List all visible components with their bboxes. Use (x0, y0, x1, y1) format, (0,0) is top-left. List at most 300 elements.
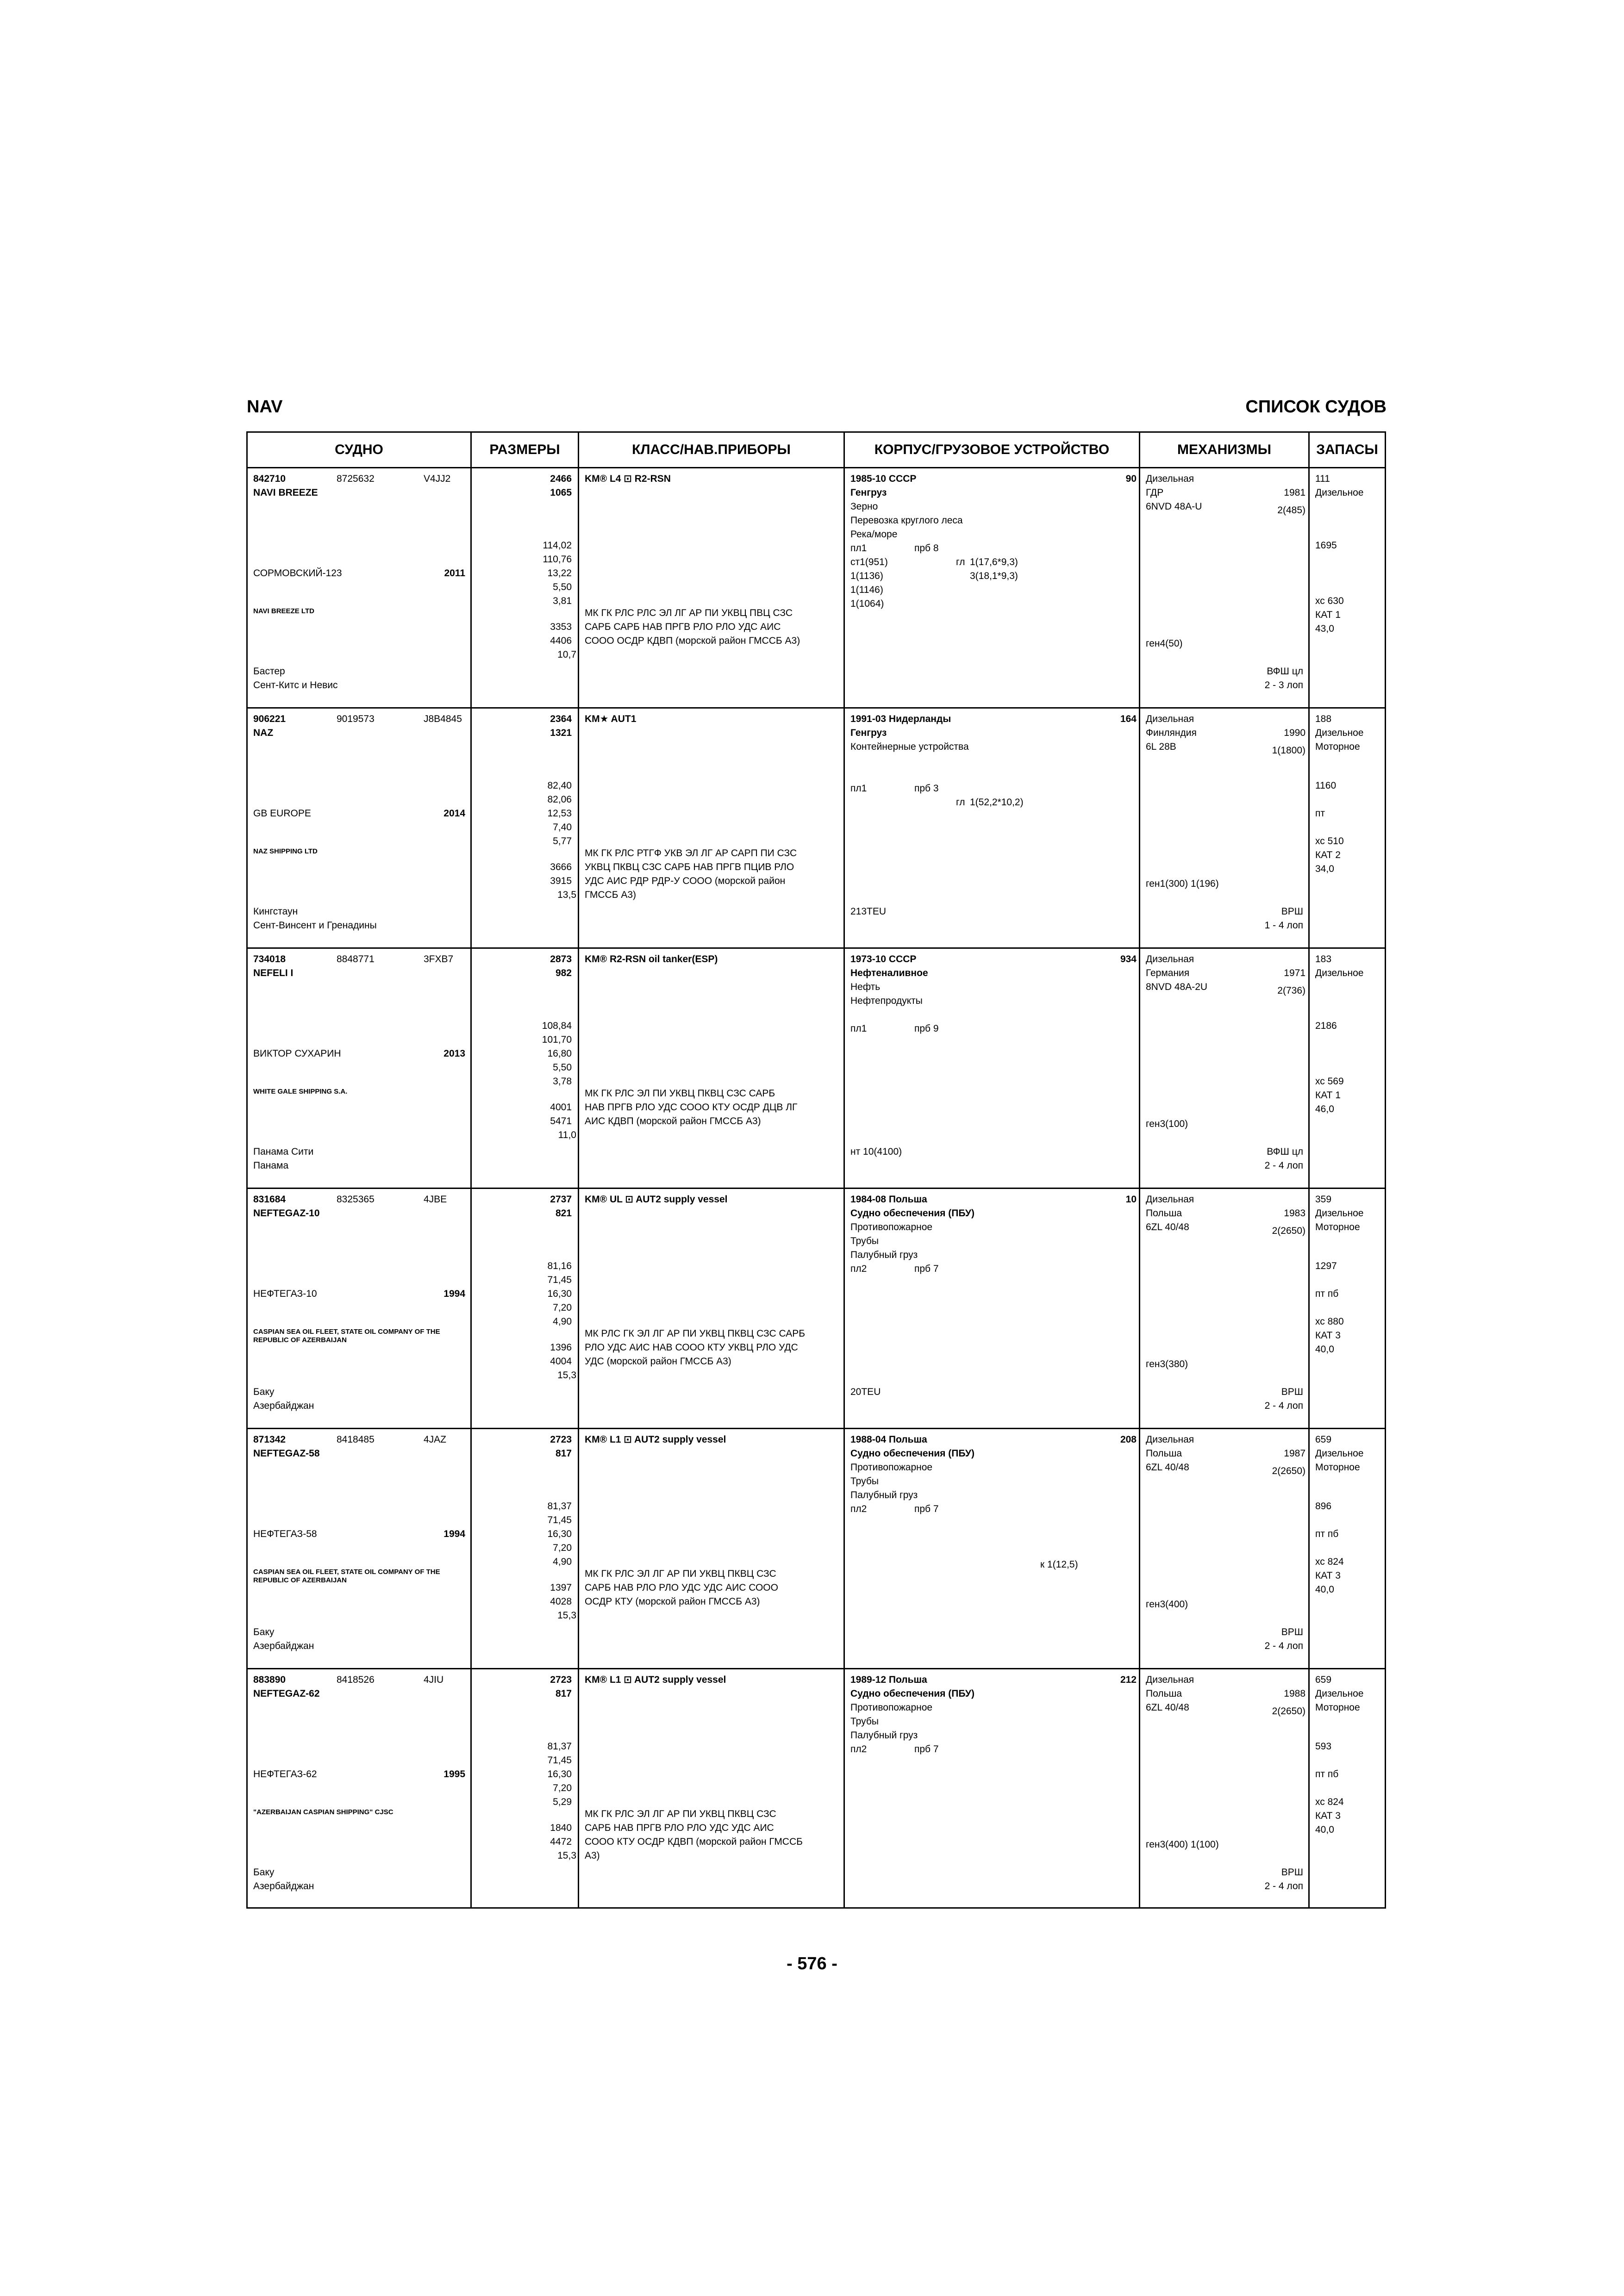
generators: ген3(400) 1(100) (1146, 1839, 1219, 1850)
hull-line: пл2 (850, 1504, 867, 1514)
header-divider (1139, 433, 1140, 467)
dimension-value: 5471 (550, 1116, 572, 1126)
hull-line: Перевозка круглого леса (850, 515, 963, 526)
name-year: 1995 (443, 1769, 465, 1780)
former-name: НЕФТЕГАЗ-58 (253, 1529, 317, 1539)
stores-value: 188 (1315, 714, 1332, 724)
stores-value: 2186 (1315, 1020, 1337, 1031)
call-sign: 4JIU (424, 1674, 444, 1685)
engine-power: 2(736) (1277, 985, 1305, 996)
hull-line: пл2 (850, 1263, 867, 1274)
table-header (248, 433, 1385, 468)
dimension-value: 101,70 (542, 1034, 572, 1045)
call-sign: 3FXB7 (424, 954, 454, 964)
stores-value: 43,0 (1315, 623, 1334, 634)
stores-value: 34,0 (1315, 864, 1334, 874)
dimension-value: 817 (555, 1448, 572, 1459)
dimension-value: 4001 (550, 1102, 572, 1113)
stores-value: хс 569 (1315, 1076, 1344, 1087)
engine-year: 1983 (1284, 1208, 1305, 1219)
reg-number: 906221 (253, 714, 286, 724)
col-header-vessel: СУДНО (335, 442, 383, 457)
stores-value: 593 (1315, 1741, 1332, 1752)
engine-power: 2(2650) (1272, 1226, 1305, 1236)
dimension-value: 1397 (550, 1582, 572, 1593)
stores-value: хс 880 (1315, 1316, 1344, 1327)
stores-value: 359 (1315, 1194, 1332, 1205)
class-notation: KM★ AUT1 (585, 714, 637, 724)
dimension-value: 2737 (550, 1194, 572, 1205)
vessel-name: NAZ (253, 728, 274, 738)
flag-state: Сент-Китс и Невис (253, 680, 338, 691)
build-info: 1985-10 СССР (850, 473, 917, 484)
stores-value: 659 (1315, 1434, 1332, 1445)
propeller-type: ВФШ цл (1267, 1146, 1303, 1157)
dimension-value: 15,3 (557, 1850, 576, 1861)
propeller-type: ВРШ (1281, 1867, 1303, 1878)
header-right-title: СПИСОК СУДОВ (1245, 397, 1387, 417)
nav-equipment-line: РЛО УДС АИС НАВ СООО КТУ УКВЦ РЛО УДС (585, 1342, 798, 1353)
stores-value: 46,0 (1315, 1104, 1334, 1114)
hull-line: Трубы (850, 1476, 879, 1487)
hull-line: Контейнерные устройства (850, 741, 969, 752)
hull-line: Зерно (850, 501, 878, 512)
stores-value: Моторное (1315, 1702, 1360, 1713)
generators: ген4(50) (1146, 638, 1183, 649)
nav-equipment-line: МК ГК РЛС ЭЛ ПИ УКВЦ ПКВЦ СЗС САРБ (585, 1088, 775, 1099)
vessel-record (248, 1669, 1385, 1910)
imo-number: 8725632 (337, 473, 375, 484)
stores-value: 183 (1315, 954, 1332, 964)
stores-value: 659 (1315, 1674, 1332, 1685)
former-name: GB EUROPE (253, 808, 311, 819)
stores-value: пт пб (1315, 1288, 1339, 1299)
propeller-blades: 2 - 4 лоп (1264, 1160, 1303, 1171)
call-sign: J8B4845 (424, 714, 462, 724)
dimension-value: 5,50 (553, 1062, 572, 1073)
imo-number: 8418526 (337, 1674, 375, 1685)
stores-value: 40,0 (1315, 1344, 1334, 1355)
dimension-value: 110,76 (543, 554, 572, 565)
dimension-value: 7,20 (553, 1302, 572, 1313)
col-header-hull: КОРПУС/ГРУЗОВОЕ УСТРОЙСТВО (874, 442, 1110, 457)
dimension-value: 71,45 (547, 1515, 572, 1525)
dimension-value: 7,20 (553, 1783, 572, 1793)
hull-line: Противопожарное (850, 1462, 933, 1473)
hull-line: Генгруз (850, 728, 887, 738)
col-header-stores: ЗАПАСЫ (1316, 442, 1378, 457)
nav-equipment-line: САРБ НАВ РЛО РЛО УДС УДС АИС СООО (585, 1582, 778, 1593)
engine-type: Дизельная (1146, 954, 1194, 964)
call-sign: 4JAZ (424, 1434, 447, 1445)
former-name: ВИКТОР СУХАРИН (253, 1048, 341, 1059)
former-name: НЕФТЕГАЗ-62 (253, 1769, 317, 1780)
hull-detail: прб 7 (914, 1744, 939, 1755)
build-number: 10 (1125, 1194, 1137, 1205)
vessel-record (248, 709, 1385, 949)
hull-line: 1(1146) (850, 585, 883, 595)
owner-name: NAZ SHIPPING LTD (253, 847, 318, 855)
flag-state: Азербайджан (253, 1641, 314, 1651)
hull-line: Палубный груз (850, 1490, 918, 1500)
generators: ген3(100) (1146, 1119, 1188, 1129)
reg-number: 842710 (253, 473, 286, 484)
engine-country: Польша (1146, 1448, 1182, 1459)
hull-line: Противопожарное (850, 1222, 933, 1232)
dimension-value: 821 (555, 1208, 572, 1219)
hull-line: 1(1064) (850, 598, 884, 609)
column-divider (470, 467, 472, 1907)
engine-country: Германия (1146, 968, 1190, 978)
hull-line: Судно обеспечения (ПБУ) (850, 1448, 974, 1459)
stores-value: 1695 (1315, 540, 1337, 551)
former-name: НЕФТЕГАЗ-10 (253, 1288, 317, 1299)
dimension-value: 1840 (550, 1823, 572, 1833)
engine-model: 6ZL 40/48 (1146, 1462, 1189, 1473)
dimension-value: 81,37 (547, 1741, 572, 1752)
header-divider (843, 433, 845, 467)
flag-state: Азербайджан (253, 1400, 314, 1411)
col-header-dimensions: РАЗМЕРЫ (489, 442, 560, 457)
dimension-value: 15,3 (557, 1610, 576, 1621)
dimension-value: 3666 (550, 862, 572, 872)
build-info: 1989-12 Польша (850, 1674, 927, 1685)
dimension-value: 4472 (550, 1836, 572, 1847)
column-divider (578, 467, 579, 1907)
hull-line: 1(1136) (850, 571, 883, 581)
stores-value: КАТ 1 (1315, 610, 1341, 620)
build-info: 1973-10 СССР (850, 954, 917, 964)
column-divider (1308, 467, 1310, 1907)
call-sign: 4JBE (424, 1194, 447, 1205)
hull-line: пл1 (850, 543, 867, 554)
engine-power: 1(1800) (1272, 745, 1305, 756)
engine-power: 2(2650) (1272, 1706, 1305, 1717)
dimension-value: 15,3 (557, 1370, 576, 1381)
vessel-name: NEFELI I (253, 968, 294, 978)
header-left-title: NAV (247, 397, 283, 417)
engine-country: Финляндия (1146, 728, 1197, 738)
vessel-name: NEFTEGAZ-62 (253, 1688, 320, 1699)
nav-equipment-line: СООО ОСДР КДВП (морской район ГМССБ А3) (585, 635, 800, 646)
build-info: 1988-04 Польша (850, 1434, 927, 1445)
dimension-value: 16,30 (547, 1288, 572, 1299)
dimension-value: 82,40 (547, 780, 572, 791)
dimension-value: 108,84 (542, 1020, 572, 1031)
imo-number: 8848771 (337, 954, 375, 964)
hull-line: Трубы (850, 1236, 879, 1246)
nav-equipment-line: МК ГК РЛС ЭЛ ЛГ АР ПИ УКВЦ ПКВЦ СЗС (585, 1568, 776, 1579)
nav-equipment-line: НАВ ПРГВ РЛО УДС СООО КТУ ОСДР ДЦВ ЛГ (585, 1102, 798, 1113)
port-of-registry: Кингстаун (253, 906, 298, 917)
name-year: 1994 (443, 1529, 465, 1539)
column-divider (1139, 467, 1140, 1907)
engine-year: 1981 (1284, 487, 1305, 498)
dimension-value: 82,06 (547, 794, 572, 805)
stores-value: хс 510 (1315, 836, 1344, 846)
reg-number: 883890 (253, 1674, 286, 1685)
stores-value: Моторное (1315, 1462, 1360, 1473)
nav-equipment-line: МК РЛС ГК ЭЛ ЛГ АР ПИ УКВЦ ПКВЦ СЗС САРБ (585, 1328, 806, 1339)
build-info: 1991-03 Нидерланды (850, 714, 951, 724)
stores-value: 40,0 (1315, 1824, 1334, 1835)
stores-value: 896 (1315, 1501, 1332, 1512)
stores-value: Дизельное (1315, 728, 1364, 738)
stores-value: Моторное (1315, 1222, 1360, 1232)
nav-equipment-line: СООО КТУ ОСДР КДВП (морской район ГМССБ (585, 1836, 803, 1847)
dimension-value: 2466 (550, 473, 572, 484)
propeller-blades: 2 - 4 лоп (1264, 1641, 1303, 1651)
class-notation: KM® L1 ⊡ AUT2 supply vessel (585, 1674, 726, 1685)
propeller-blades: 2 - 3 лоп (1264, 680, 1303, 691)
dimension-value: 13,5 (557, 890, 576, 900)
owner-name: WHITE GALE SHIPPING S.A. (253, 1088, 348, 1095)
generators: ген1(300) 1(196) (1146, 878, 1219, 889)
generators: ген3(380) (1146, 1359, 1188, 1369)
stores-value: 1160 (1315, 780, 1337, 791)
engine-type: Дизельная (1146, 1434, 1194, 1445)
dimension-value: 16,80 (547, 1048, 572, 1059)
owner-name: "AZERBAIJAN CASPIAN SHIPPING" CJSC (253, 1808, 394, 1816)
hull-detail: прб 9 (914, 1023, 939, 1034)
col-header-class: КЛАСС/НАВ.ПРИБОРЫ (632, 442, 791, 457)
hull-detail: прб 3 (914, 783, 939, 794)
build-number: 90 (1125, 473, 1137, 484)
dimension-value: 4,90 (553, 1316, 572, 1327)
stores-value: КАТ 3 (1315, 1570, 1341, 1581)
hull-line: Нефть (850, 982, 881, 992)
engine-power: 2(485) (1277, 505, 1305, 516)
propeller-type: ВФШ цл (1267, 666, 1303, 677)
dimension-value: 2364 (550, 714, 572, 724)
stores-value: Дизельное (1315, 1688, 1364, 1699)
engine-model: 6L 28B (1146, 741, 1176, 752)
hull-line: Река/море (850, 529, 898, 540)
dimension-value: 817 (555, 1688, 572, 1699)
flag-state: Панама (253, 1160, 289, 1171)
generators: ген3(400) (1146, 1599, 1188, 1610)
dimension-value: 2723 (550, 1434, 572, 1445)
engine-country: Польша (1146, 1688, 1182, 1699)
build-number: 208 (1120, 1434, 1137, 1445)
dimension-value: 16,30 (547, 1769, 572, 1780)
port-of-registry: Баку (253, 1387, 275, 1397)
stores-value: КАТ 3 (1315, 1330, 1341, 1341)
dimension-value: 71,45 (547, 1275, 572, 1285)
reg-number: 734018 (253, 954, 286, 964)
dimension-value: 1321 (550, 728, 572, 738)
nav-equipment-line: МК ГК РЛС ЭЛ ЛГ АР ПИ УКВЦ ПКВЦ СЗС (585, 1809, 776, 1819)
engine-type: Дизельная (1146, 714, 1194, 724)
stores-value: Дизельное (1315, 1448, 1364, 1459)
engine-type: Дизельная (1146, 1194, 1194, 1205)
dimension-value: 11,0 (558, 1130, 576, 1140)
owner-name: NAVI BREEZE LTD (253, 607, 314, 615)
hull-line: Противопожарное (850, 1702, 933, 1713)
header-divider (1308, 433, 1310, 467)
stores-value: пт (1315, 808, 1325, 819)
name-year: 2013 (443, 1048, 465, 1059)
call-sign: V4JJ2 (424, 473, 451, 484)
engine-model: 6ZL 40/48 (1146, 1222, 1189, 1232)
dimension-value: 16,30 (547, 1529, 572, 1539)
hull-line: Судно обеспечения (ПБУ) (850, 1208, 974, 1219)
port-of-registry: Баку (253, 1867, 275, 1878)
nav-equipment-line: ОСДР КТУ (морской район ГМССБ А3) (585, 1596, 760, 1607)
reg-number: 831684 (253, 1194, 286, 1205)
stores-value: 40,0 (1315, 1584, 1334, 1595)
flag-state: Азербайджан (253, 1881, 314, 1892)
engine-model: 6ZL 40/48 (1146, 1702, 1189, 1713)
nav-equipment-line: ГМССБ А3) (585, 890, 637, 900)
propeller-blades: 2 - 4 лоп (1264, 1881, 1303, 1892)
col-header-engines: МЕХАНИЗМЫ (1177, 442, 1272, 457)
engine-year: 1990 (1284, 728, 1305, 738)
dimension-value: 1396 (550, 1342, 572, 1353)
dimension-value: 114,02 (543, 540, 572, 551)
vessel-name: NEFTEGAZ-10 (253, 1208, 320, 1219)
dimension-value: 12,53 (547, 808, 572, 819)
nav-equipment-line: УКВЦ ПКВЦ СЗС САРБ НАВ ПРГВ ПЦИВ РЛО (585, 862, 794, 872)
hull-line: Судно обеспечения (ПБУ) (850, 1688, 974, 1699)
hull-line: пл1 (850, 783, 867, 794)
engine-type: Дизельная (1146, 473, 1194, 484)
nav-equipment-line: А3) (585, 1850, 600, 1861)
propeller-blades: 1 - 4 лоп (1264, 920, 1303, 931)
dimension-value: 3353 (550, 622, 572, 632)
class-notation: KM® R2-RSN oil tanker(ESP) (585, 954, 718, 964)
hull-line: Палубный груз (850, 1250, 918, 1260)
header-divider (470, 433, 472, 467)
build-number: 212 (1120, 1674, 1137, 1685)
propeller-type: ВРШ (1281, 906, 1303, 917)
nav-equipment-line: МК ГК РЛС РЛС ЭЛ ЛГ АР ПИ УКВЦ ПВЦ СЗС (585, 608, 793, 618)
port-of-registry: Панама Сити (253, 1146, 314, 1157)
former-name: СОРМОВСКИЙ-123 (253, 568, 342, 579)
class-notation: KM® UL ⊡ AUT2 supply vessel (585, 1194, 728, 1205)
page-number: - 576 - (787, 1954, 837, 1973)
vessel-name: NAVI BREEZE (253, 487, 318, 498)
hull-detail: гл (956, 797, 965, 808)
hull-detail: прб 8 (914, 543, 939, 554)
class-notation: KM® L4 ⊡ R2-RSN (585, 473, 671, 484)
imo-number: 9019573 (337, 714, 375, 724)
dimension-value: 4,90 (553, 1556, 572, 1567)
hull-detail: прб 7 (914, 1504, 939, 1514)
stores-value: пт пб (1315, 1529, 1339, 1539)
dimension-value: 13,22 (547, 568, 572, 579)
dimension-value: 2723 (550, 1674, 572, 1685)
dimension-value: 81,37 (547, 1501, 572, 1512)
build-number: 934 (1120, 954, 1137, 964)
vessel-record (248, 468, 1385, 709)
port-of-registry: Баку (253, 1627, 275, 1637)
dimension-value: 71,45 (547, 1755, 572, 1766)
propeller-blades: 2 - 4 лоп (1264, 1400, 1303, 1411)
imo-number: 8418485 (337, 1434, 375, 1445)
hull-line: Генгруз (850, 487, 887, 498)
vessel-name: NEFTEGAZ-58 (253, 1448, 320, 1459)
vessel-table (246, 431, 1386, 1909)
dimension-value: 10,7 (557, 649, 576, 660)
port-of-registry: Бастер (253, 666, 285, 677)
hull-line: ст1(951) (850, 557, 888, 567)
engine-year: 1987 (1284, 1448, 1305, 1459)
hull-detail: 3(18,1*9,3) (970, 571, 1018, 581)
nav-equipment-line: САРБ САРБ НАВ ПРГВ РЛО РЛО УДС АИС (585, 622, 781, 632)
teu-capacity: 213TEU (850, 906, 887, 917)
imo-number: 8325365 (337, 1194, 375, 1205)
dimension-value: 3915 (550, 876, 572, 886)
engine-country: ГДР (1146, 487, 1164, 498)
dimension-value: 3,81 (553, 596, 572, 606)
hull-detail: к 1(12,5) (1040, 1559, 1078, 1570)
dimension-value: 7,40 (553, 822, 572, 833)
nav-equipment-line: АИС КДВП (морской район ГМССБ А3) (585, 1116, 761, 1126)
header-divider (578, 433, 579, 467)
hull-line: пл2 (850, 1744, 867, 1755)
hull-line: Нефтепродукты (850, 996, 923, 1006)
engine-type: Дизельная (1146, 1674, 1194, 1685)
engine-year: 1971 (1284, 968, 1305, 978)
teu-capacity: нт 10(4100) (850, 1146, 902, 1157)
vessel-record (248, 1429, 1385, 1669)
nav-equipment-line: УДС (морской район ГМССБ А3) (585, 1356, 731, 1367)
dimension-value: 5,29 (553, 1797, 572, 1807)
nav-equipment-line: САРБ НАВ ПРГВ РЛО РЛО УДС УДС АИС (585, 1823, 774, 1833)
teu-capacity: 20TEU (850, 1387, 881, 1397)
dimension-value: 2873 (550, 954, 572, 964)
owner-name: CASPIAN SEA OIL FLEET, STATE OIL COMPANY OF THE REPUBLIC OF AZERBAIJAN (253, 1328, 440, 1344)
dimension-value: 1065 (550, 487, 572, 498)
stores-value: Дизельное (1315, 1208, 1364, 1219)
name-year: 2011 (444, 568, 465, 579)
engine-country: Польша (1146, 1208, 1182, 1219)
propeller-type: ВРШ (1281, 1627, 1303, 1637)
dimension-value: 7,20 (553, 1543, 572, 1553)
hull-detail: прб 7 (914, 1263, 939, 1274)
stores-value: 111 (1315, 473, 1330, 484)
dimension-value: 81,16 (547, 1261, 572, 1271)
hull-line: пл1 (850, 1023, 867, 1034)
build-info: 1984-08 Польша (850, 1194, 927, 1205)
reg-number: 871342 (253, 1434, 286, 1445)
engine-year: 1988 (1284, 1688, 1305, 1699)
hull-line: Трубы (850, 1716, 879, 1727)
name-year: 2014 (443, 808, 465, 819)
dimension-value: 3,78 (553, 1076, 572, 1087)
column-divider (843, 467, 845, 1907)
stores-value: Моторное (1315, 741, 1360, 752)
engine-model: 8NVD 48A-2U (1146, 982, 1208, 992)
dimension-value: 4406 (550, 635, 572, 646)
stores-value: КАТ 1 (1315, 1090, 1341, 1101)
hull-line: Нефтеналивное (850, 968, 928, 978)
owner-name: CASPIAN SEA OIL FLEET, STATE OIL COMPANY OF THE REPUBLIC OF AZERBAIJAN (253, 1568, 440, 1584)
hull-detail: 1(17,6*9,3) (970, 557, 1018, 567)
hull-line: Палубный груз (850, 1730, 918, 1741)
stores-value: пт пб (1315, 1769, 1339, 1780)
flag-state: Сент-Винсент и Гренадины (253, 920, 377, 931)
vessel-record (248, 949, 1385, 1189)
hull-detail: гл (956, 557, 965, 567)
stores-value: 1297 (1315, 1261, 1337, 1271)
engine-model: 6NVD 48A-U (1146, 501, 1202, 512)
stores-value: хс 630 (1315, 596, 1344, 606)
dimension-value: 982 (555, 968, 572, 978)
propeller-type: ВРШ (1281, 1387, 1303, 1397)
class-notation: KM® L1 ⊡ AUT2 supply vessel (585, 1434, 726, 1445)
